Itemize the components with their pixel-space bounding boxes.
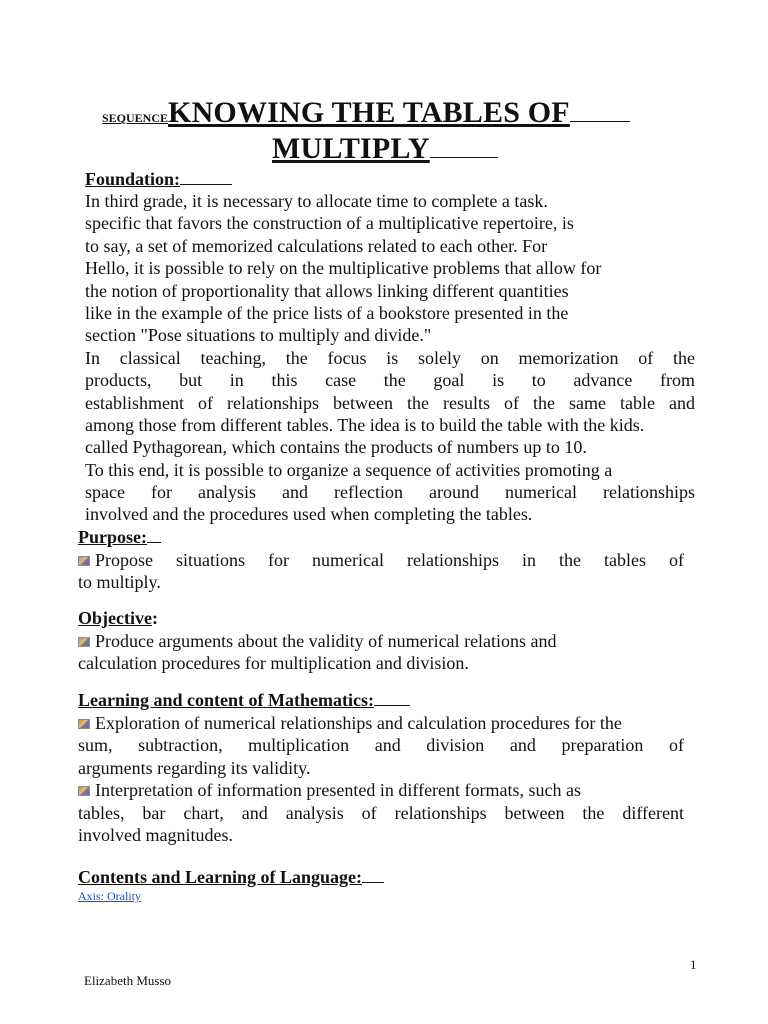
contents-heading-text: Contents and Learning of Language:: [78, 867, 363, 887]
picture-bullet-icon: [78, 719, 90, 729]
foundation-line: section "Pose situations to multiply and divide.": [85, 325, 432, 346]
foundation-line: In third grade, it is necessary to allocate time to complete a task.: [85, 191, 548, 211]
foundation-line: establishment of relationships between the results of the same table and: [85, 392, 695, 413]
foundation-line: like in the example of the price lists of a bookstore presented in the: [85, 302, 569, 323]
title-text-line-2: MULTIPLY: [272, 132, 430, 165]
foundation-line: among those from different tables. The idea is to build the table with the kids.: [85, 414, 645, 435]
foundation-line: Hello, it is possible to rely on the multiplicative problems that allow for: [85, 258, 602, 279]
page-number: 1: [690, 957, 697, 972]
foundation-line: In classical teaching, the focus is solely on memorization of the: [85, 347, 695, 368]
heading-underline-pad: [180, 170, 232, 185]
title-line-2: [272, 132, 498, 168]
heading-underline-pad: [362, 868, 384, 883]
purpose-heading-text: Purpose:: [78, 527, 147, 547]
contents-heading: [78, 867, 384, 888]
foundation-line: to say, a set of memorized calculations related to each other. For: [85, 235, 548, 256]
objective-block: [78, 630, 557, 675]
foundation-line: products, but in this case the goal is to advance from: [85, 370, 695, 391]
title-text-line-1: KNOWING THE TABLES OF: [168, 96, 570, 129]
learning-heading: [78, 690, 410, 711]
foundation-paragraph: [85, 190, 730, 526]
sequence-label: SEQUENCE: [102, 111, 169, 125]
picture-bullet-icon: [78, 786, 90, 796]
foundation-line: To this end, it is possible to organize a sequence of activities promoting a: [85, 459, 613, 480]
objective-line: [78, 630, 557, 652]
foundation-heading: [85, 169, 232, 190]
objective-heading-colon: :: [151, 608, 158, 628]
learning-line: [78, 712, 684, 734]
purpose-text: Propose situations for numerical relationships in the tables of: [95, 550, 684, 570]
purpose-block: [78, 549, 684, 594]
learning-heading-text: Learning and content of Mathematics:: [78, 690, 374, 710]
title-underline-pad: [570, 97, 630, 122]
purpose-line: [78, 549, 684, 571]
title-underline-pad: [430, 133, 498, 158]
purpose-line: to multiply.: [78, 572, 161, 593]
learning-line: sum, subtraction, multiplication and division and preparation of: [78, 735, 684, 756]
learning-line: tables, bar chart, and analysis of relationships between the different: [78, 802, 684, 823]
objective-heading-text: Objective: [78, 608, 152, 628]
heading-underline-pad: [374, 691, 410, 706]
foundation-line: the notion of proportionality that allows linking different quantities: [85, 280, 569, 301]
learning-line: arguments regarding its validity.: [78, 757, 311, 778]
objective-heading: [78, 608, 158, 629]
foundation-line: specific that favors the construction of a multiplicative repertoire, is: [85, 213, 574, 234]
learning-line: [78, 779, 684, 801]
learning-block: [78, 712, 684, 846]
foundation-line: space for analysis and reflection around numerical relationships: [85, 482, 695, 503]
axis-orality-link[interactable]: Axis: Orality: [78, 889, 141, 903]
footer-author: Elizabeth Musso: [84, 973, 172, 988]
title-line-1: [102, 96, 630, 132]
learning-line: involved magnitudes.: [78, 824, 233, 845]
picture-bullet-icon: [78, 637, 90, 647]
foundation-line: called Pythagorean, which contains the products of numbers up to 10.: [85, 437, 587, 458]
foundation-line: involved and the procedures used when completing the tables.: [85, 504, 533, 525]
picture-bullet-icon: [78, 556, 90, 566]
foundation-heading-text: Foundation:: [85, 169, 181, 189]
learning-text: Interpretation of information presented in different formats, such as: [95, 780, 582, 801]
purpose-heading: [78, 527, 161, 548]
learning-text: Exploration of numerical relationships and calculation procedures for the: [95, 713, 622, 733]
heading-underline-pad: [147, 528, 161, 543]
objective-line: calculation procedures for multiplication and division.: [78, 653, 469, 674]
objective-text: Produce arguments about the validity of numerical relations and: [95, 631, 557, 651]
